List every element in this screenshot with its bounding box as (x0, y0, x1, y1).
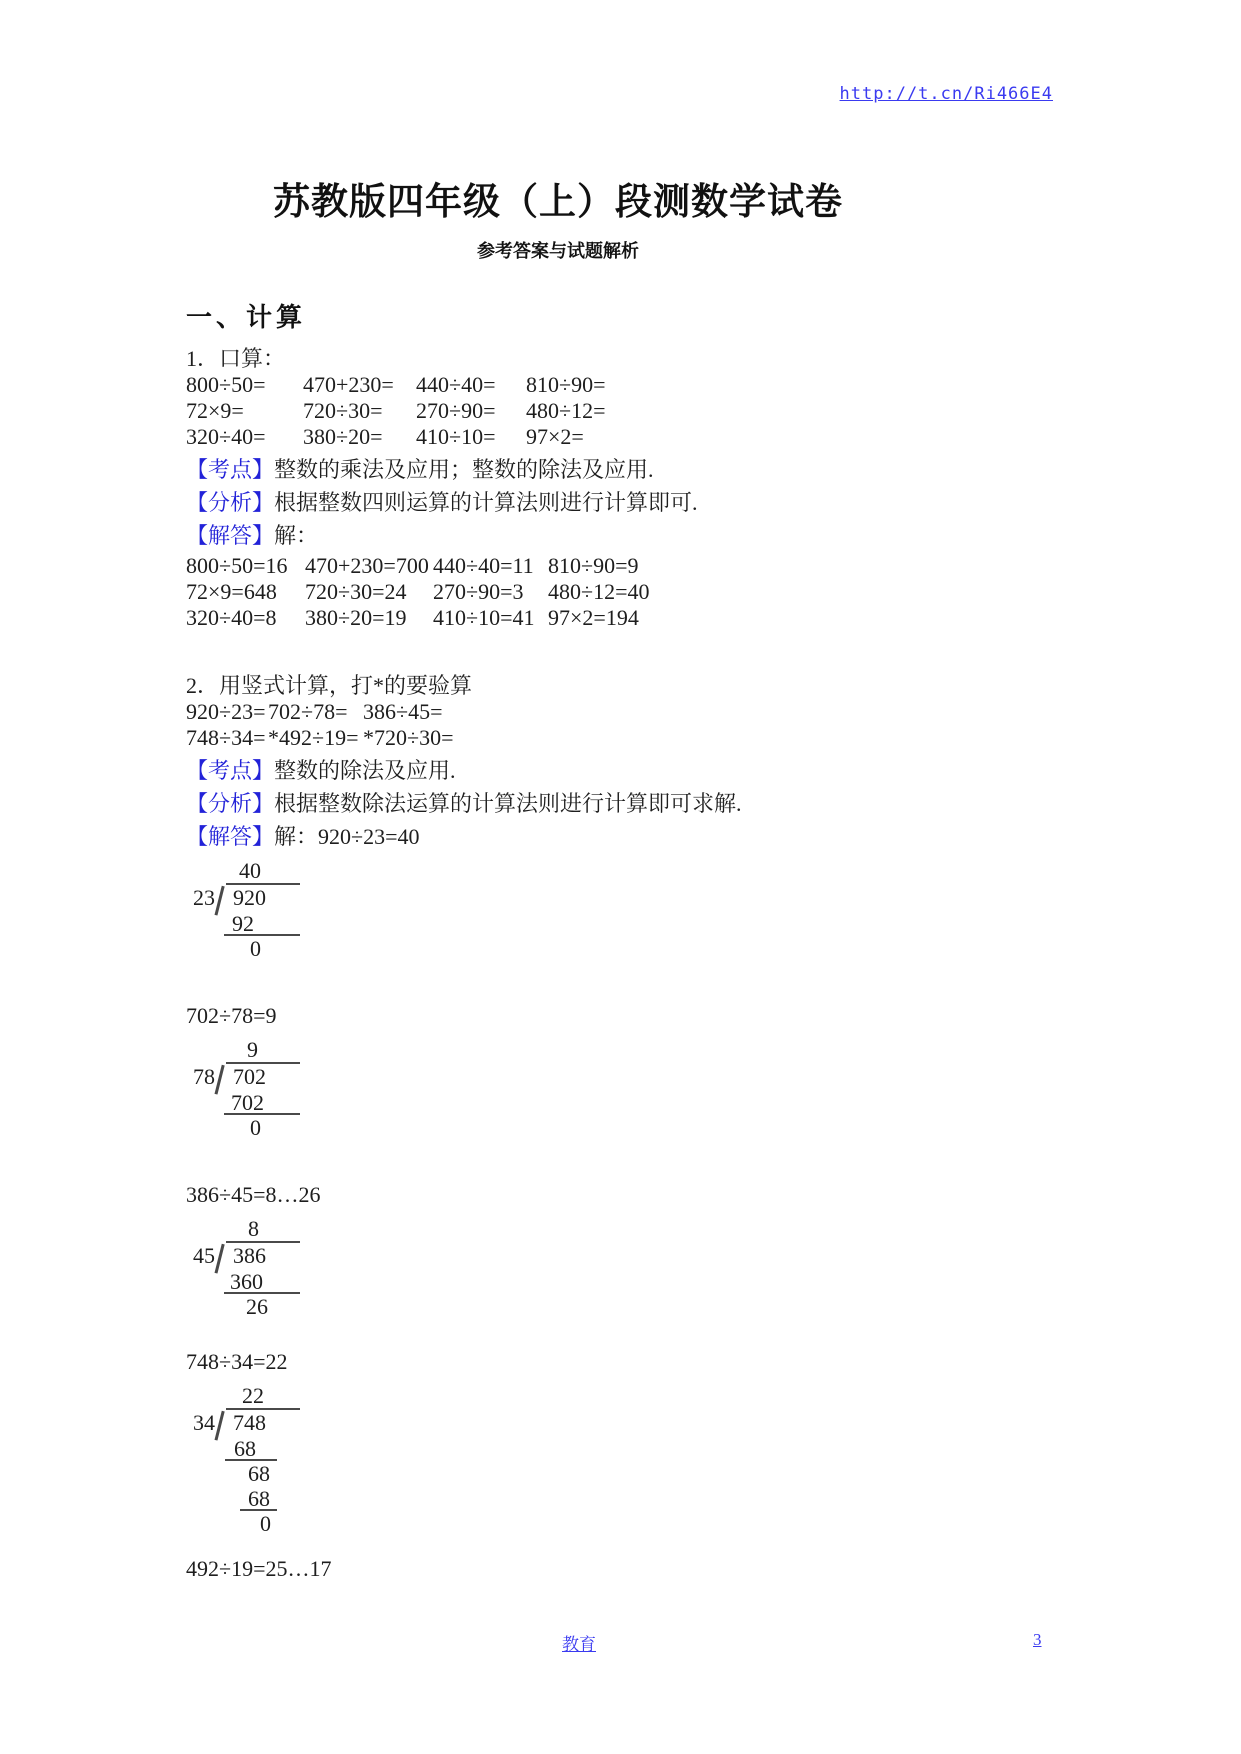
equation: 480÷12=40 (548, 579, 650, 604)
equation: 410÷10= (416, 424, 496, 449)
equation: 410÷10=41 (433, 605, 535, 630)
fenxi-text: 根据整数除法运算的计算法则进行计算即可求解. (274, 791, 742, 816)
footer-edu-link[interactable]: 教育 (562, 1635, 596, 1654)
equation: 440÷40=11 (433, 553, 534, 578)
equation: 270÷90= (416, 398, 496, 423)
fenxi-tag: 【分析】 (186, 791, 275, 816)
fenxi-line (186, 791, 930, 817)
equation: 97×2=194 (548, 605, 639, 630)
problem-2-label: 2．用竖式计算，打*的要验算 (186, 673, 473, 698)
equation: 320÷40= (186, 424, 266, 449)
division-step: 0 (250, 1115, 261, 1140)
page-subtitle: 参考答案与试题解析 (477, 241, 639, 261)
equation: 440÷40= (416, 372, 496, 397)
long-division-920-23 (193, 858, 300, 961)
equation-row (186, 372, 930, 398)
jieda-line (186, 824, 930, 850)
kaodian-line (186, 758, 930, 784)
equation: 270÷90=3 (433, 579, 524, 604)
division-quotient: 40 (239, 858, 261, 883)
equation-row (186, 725, 930, 751)
kaodian-line (186, 457, 930, 483)
equation-row (186, 699, 930, 725)
division-step: 360 (224, 1269, 300, 1294)
footer-page-number[interactable]: 3 (1033, 1630, 1042, 1649)
division-dividend: 748 (226, 1408, 300, 1436)
equation: *492÷19= (268, 725, 359, 750)
division-quotient: 9 (247, 1037, 258, 1062)
division-step: 0 (250, 936, 261, 961)
header-url-link[interactable]: http://t.cn/Ri466E4 (839, 84, 1053, 104)
kaodian-tag: 【考点】 (186, 758, 275, 783)
fenxi-tag: 【分析】 (186, 490, 275, 515)
division-quotient: 8 (248, 1216, 259, 1241)
jieda-tag: 【解答】 (186, 824, 275, 849)
equation: 800÷50= (186, 372, 266, 397)
division-step: 68 (240, 1486, 277, 1511)
jieda-line (186, 523, 930, 549)
answer-row (186, 579, 930, 605)
jieda-text: 解：920÷23=40 (274, 824, 420, 849)
division-main-row (193, 1408, 300, 1436)
fenxi-text: 根据整数四则运算的计算法则进行计算即可. (274, 490, 698, 515)
equation: 810÷90= (526, 372, 606, 397)
kaodian-text: 整数的除法及应用. (274, 758, 456, 783)
equation: 920÷23= (186, 699, 266, 724)
long-division-748-34 (193, 1383, 300, 1536)
division-divisor: 23 (193, 885, 215, 910)
equation: 380÷20= (303, 424, 383, 449)
equation: 800÷50=16 (186, 553, 288, 578)
division-step: 92 (224, 911, 300, 936)
section-heading: 一、计算 (186, 303, 307, 332)
equation: 386÷45= (363, 699, 443, 724)
long-division-702-78 (193, 1037, 300, 1140)
equation: 470+230=700 (305, 553, 429, 578)
equation: 480÷12= (526, 398, 606, 423)
long-division-386-45 (193, 1216, 300, 1319)
equation-row (186, 424, 930, 450)
equation-row (186, 398, 930, 424)
equation: 720÷30=24 (305, 579, 407, 604)
document-content (186, 0, 930, 1582)
division-step: 0 (260, 1511, 271, 1536)
equation-result: 702÷78=9 (186, 1003, 277, 1028)
division-dividend: 702 (226, 1062, 300, 1090)
kaodian-tag: 【考点】 (186, 457, 275, 482)
division-step: 68 (248, 1461, 270, 1486)
page-title: 苏教版四年级（上）段测数学试卷 (273, 182, 843, 223)
division-dividend: 920 (226, 883, 300, 911)
division-divisor: 45 (193, 1243, 215, 1268)
division-step: 26 (246, 1294, 268, 1319)
equation: 72×9=648 (186, 579, 277, 604)
jieda-tag: 【解答】 (186, 523, 275, 548)
equation: 748÷34= (186, 725, 266, 750)
equation: *720÷30= (363, 725, 454, 750)
division-dividend: 386 (226, 1241, 300, 1269)
answer-row (186, 553, 930, 579)
division-step: 68 (225, 1436, 277, 1461)
equation-result: 748÷34=22 (186, 1349, 288, 1374)
equation-result: 386÷45=8…26 (186, 1182, 321, 1207)
division-main-row (193, 1241, 300, 1269)
equation: 702÷78= (268, 699, 348, 724)
equation: 97×2= (526, 424, 584, 449)
equation: 320÷40=8 (186, 605, 277, 630)
equation: 720÷30= (303, 398, 383, 423)
kaodian-text: 整数的乘法及应用；整数的除法及应用. (274, 457, 654, 482)
division-main-row (193, 1062, 300, 1090)
equation: 72×9= (186, 398, 244, 423)
division-divisor: 78 (193, 1064, 215, 1089)
fenxi-line (186, 490, 930, 516)
division-main-row (193, 883, 300, 911)
division-quotient: 22 (242, 1383, 264, 1408)
answer-row (186, 605, 930, 631)
equation: 470+230= (303, 372, 394, 397)
equation-result: 492÷19=25…17 (186, 1556, 332, 1581)
jieda-text: 解： (274, 523, 319, 548)
division-divisor: 34 (193, 1410, 215, 1435)
problem-1-label: 1．口算： (186, 346, 286, 371)
equation: 810÷90=9 (548, 553, 639, 578)
division-step: 702 (224, 1090, 300, 1115)
equation: 380÷20=19 (305, 605, 407, 630)
